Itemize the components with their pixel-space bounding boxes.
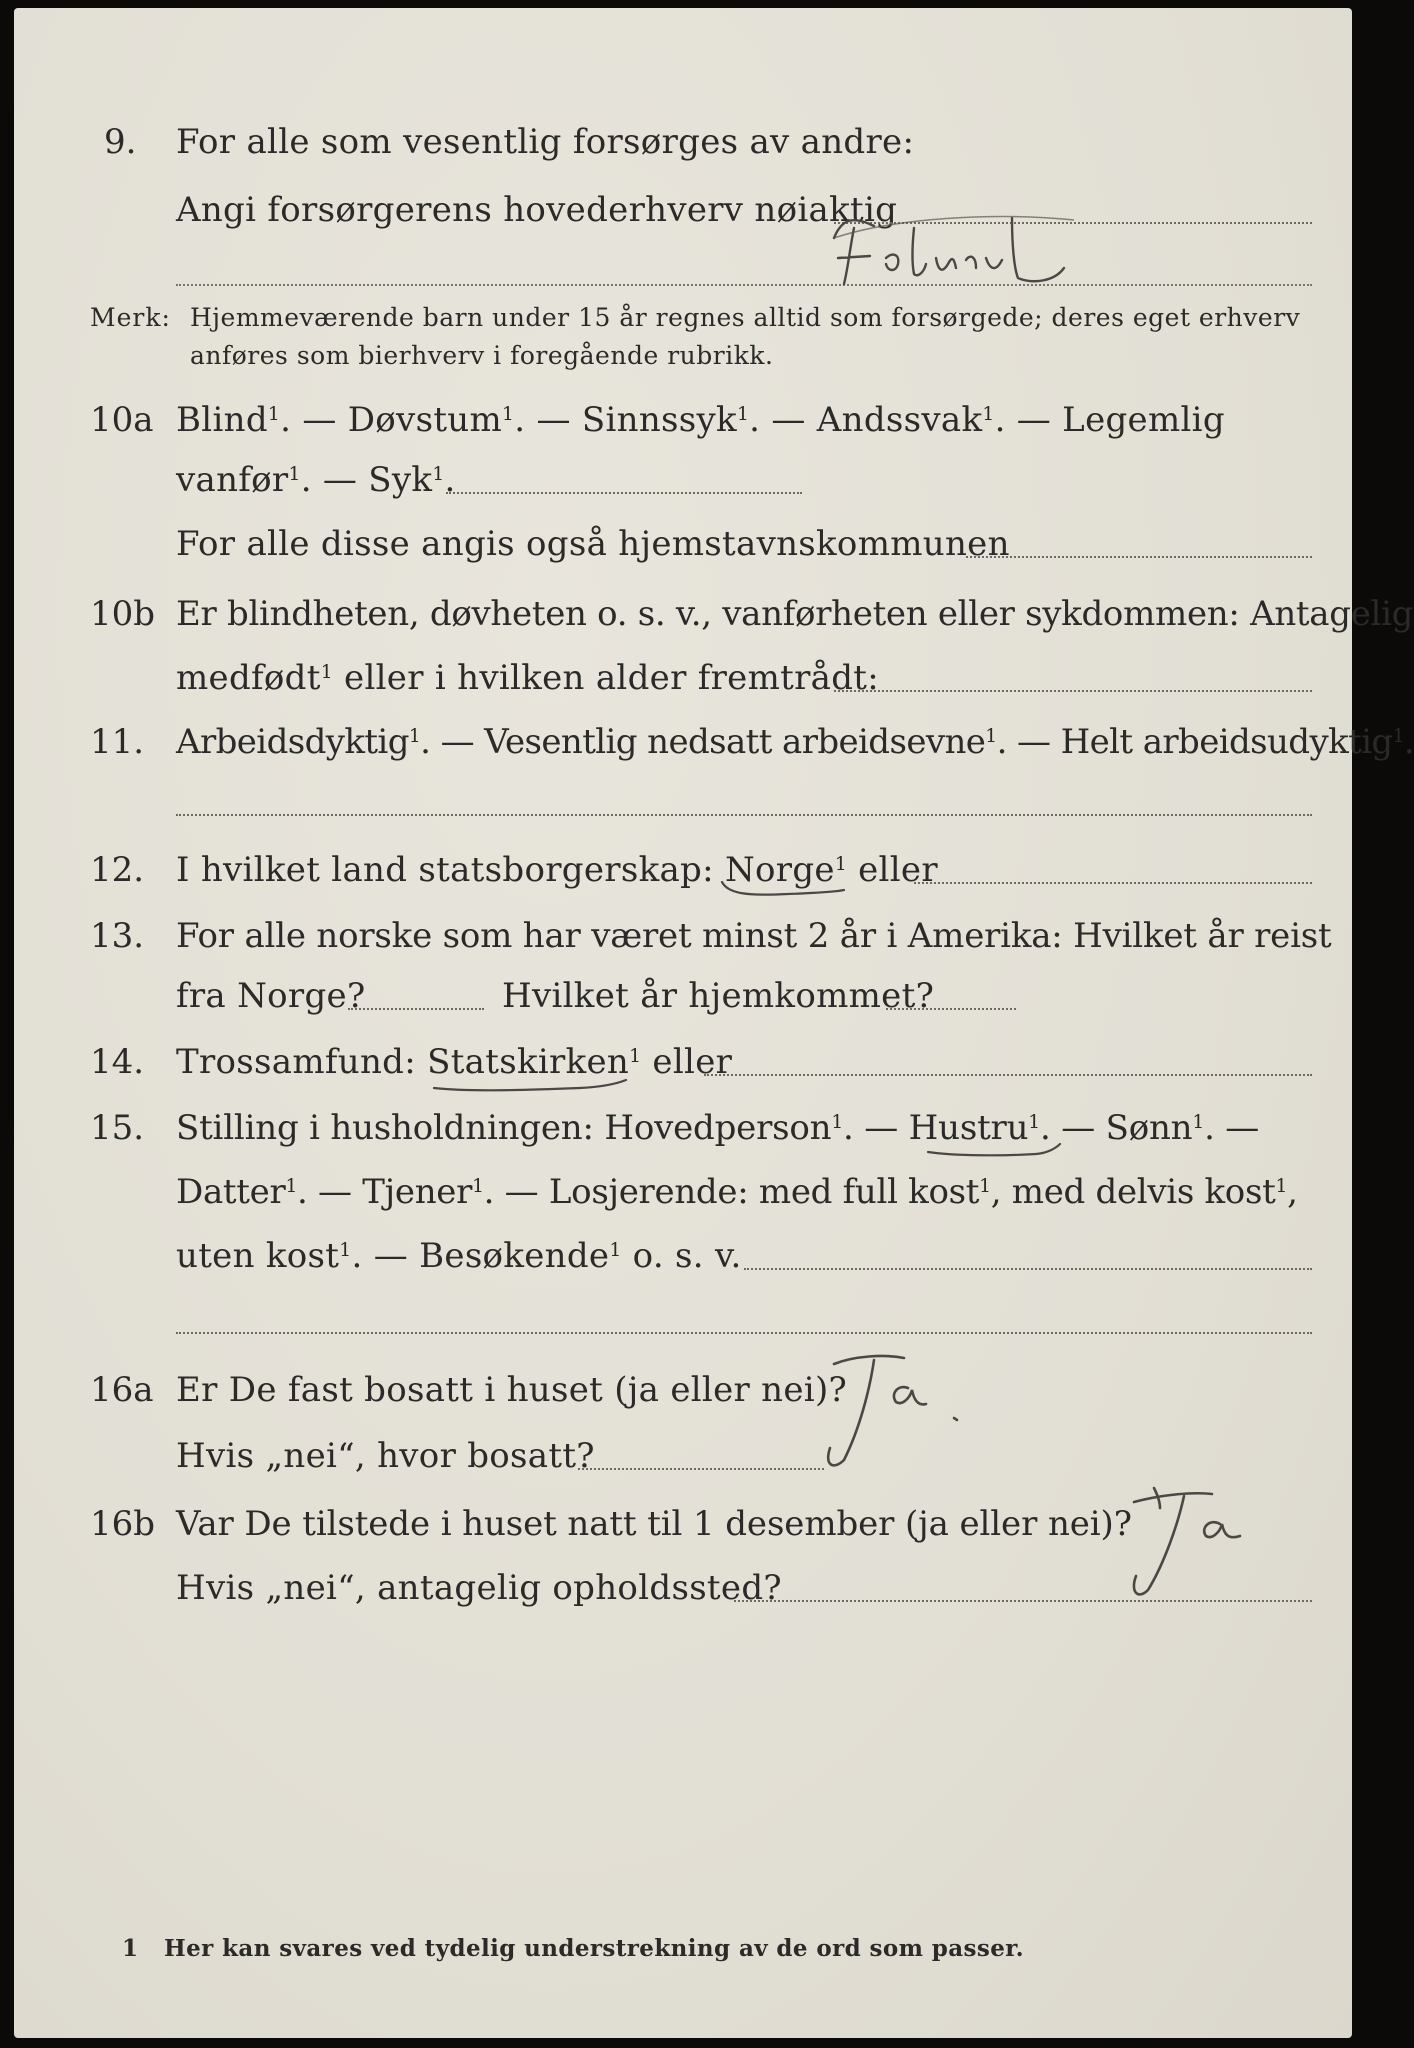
q16a-line2: Hvis „nei“, hvor bosatt?: [176, 1436, 595, 1476]
q13-reist-dotted-line: [348, 1008, 484, 1010]
q10a-line3: For alle disse angis også hjemstavnskommunen: [176, 524, 1010, 564]
q13-number: 13.: [90, 916, 145, 956]
footnote-mark: 1: [122, 1935, 139, 1962]
q10a-hjemstavn-dotted-line: [966, 556, 1312, 558]
q16b-handwritten-ja: [1094, 1478, 1294, 1608]
q14-line1: Trossamfund: Statskirken$^1$ eller: [176, 1042, 733, 1082]
q13-hjemkommet-dotted-line: [886, 1008, 1016, 1010]
q14-dotted-line: [704, 1074, 1312, 1076]
q16b-line2: Hvis „nei“, antagelig opholdssted?: [176, 1568, 782, 1608]
q15-line2: Datter$^1$. — Tjener$^1$. — Losjerende: med full kost$^1$, med delvis kost$^1$,: [176, 1172, 1298, 1212]
q13-line2b: Hvilket år hjemkommet?: [502, 976, 935, 1016]
q13-line2a: fra Norge?: [176, 976, 366, 1016]
q16b-number: 16b: [90, 1504, 156, 1544]
q15-hustru-underline: [924, 1142, 1064, 1162]
q10a-line1: Blind$^1$. — Døvstum$^1$. — Sinnssyk$^1$. — Andssvak$^1$. — Legemlig: [176, 400, 1225, 440]
q13-line1: For alle norske som har været minst 2 år i Amerika: Hvilket år reist: [176, 916, 1332, 956]
q12-norge-underline: [718, 878, 848, 900]
merk-label: Merk:: [90, 303, 171, 332]
q15-line3: uten kost$^1$. — Besøkende$^1$ o. s. v.: [176, 1236, 742, 1276]
q10b-number: 10b: [90, 594, 156, 634]
q10a-line2: vanfør$^1$. — Syk$^1$.: [176, 460, 456, 500]
q16a-line1: Er De fast bosatt i huset (ja eller nei)?: [176, 1370, 848, 1410]
q15-dotted-line: [744, 1268, 1312, 1270]
q12-dotted-line: [914, 882, 1312, 884]
q9-line2: Angi forsørgerens hovederhverv nøiaktig: [176, 190, 898, 230]
census-form-page: [14, 8, 1414, 2038]
q15-number: 15.: [90, 1108, 145, 1148]
q11-dotted-line: [176, 814, 1312, 816]
q16b-dotted-line: [734, 1600, 1312, 1602]
q16b-line1: Var De tilstede i huset natt til 1 desember (ja eller nei)?: [176, 1504, 1132, 1544]
q9-number: 9.: [104, 122, 137, 162]
q16a-handwritten-ja: [804, 1348, 984, 1478]
q9-handwritten-answer: [814, 198, 1134, 298]
q10b-dotted-line: [834, 690, 1312, 692]
q12-number: 12.: [90, 850, 145, 890]
footnote-text: Her kan svares ved tydelig understrekning av de ord som passer.: [164, 1935, 1025, 1962]
q16a-dotted-line: [578, 1468, 824, 1470]
q9-line1: For alle som vesentlig forsørges av andre:: [176, 122, 915, 162]
q14-statskirken-underline: [430, 1076, 630, 1096]
q10a-syk-dotted-line: [446, 492, 802, 494]
q10b-line2: medfødt$^1$ eller i hvilken alder fremtrådt:: [176, 658, 880, 698]
merk-line1: Hjemmeværende barn under 15 år regnes alltid som forsørgede; deres eget erhverv: [190, 303, 1301, 332]
q16a-number: 16a: [90, 1370, 154, 1410]
q15-dotted-line2: [176, 1332, 1312, 1334]
q10b-line1: Er blindheten, døvheten o. s. v., vanførheten eller sykdommen: Antagelig: [176, 594, 1414, 634]
merk-line2: anføres som bierhverv i foregående rubrikk.: [190, 341, 774, 370]
q12-line1: I hvilket land statsborgerskap: Norge$^1$ eller: [176, 850, 938, 890]
q11-number: 11.: [90, 722, 145, 762]
q11-line1: Arbeidsdyktig$^1$. — Vesentlig nedsatt arbeidsevne$^1$. — Helt arbeidsudyktig$^1$.: [176, 722, 1414, 762]
q15-line1: Stilling i husholdningen: Hovedperson$^1$. — Hustru$^1$. — Sønn$^1$. —: [176, 1108, 1260, 1148]
q14-number: 14.: [90, 1042, 145, 1082]
q9-answer-line2: [176, 284, 1312, 286]
q10a-number: 10a: [90, 400, 154, 440]
